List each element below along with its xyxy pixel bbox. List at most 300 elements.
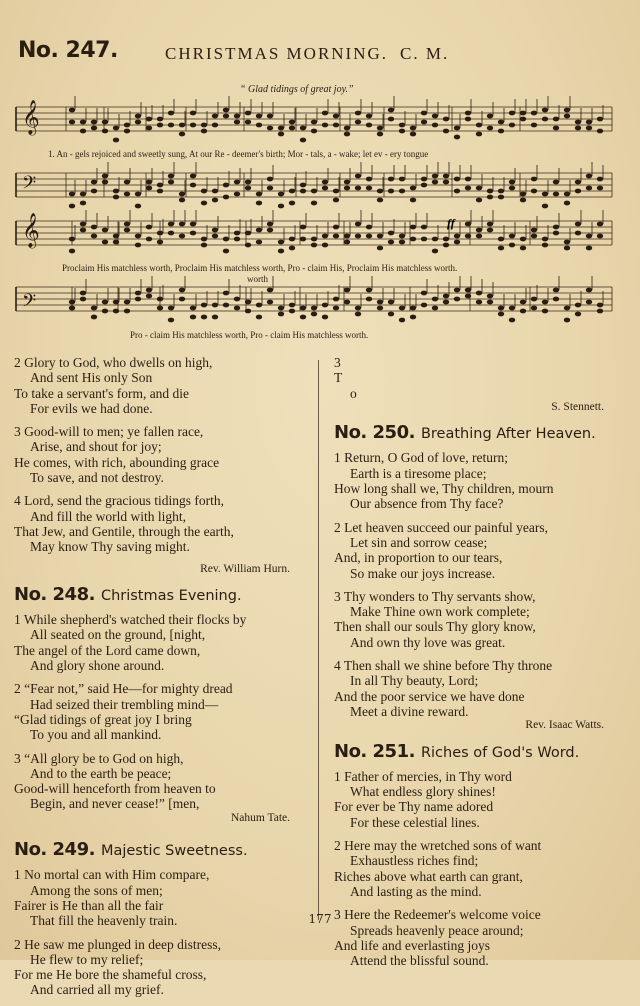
note-head [69,237,75,242]
verse-line: 1 No mortal can with Him compare, [14,867,210,883]
note-head [157,123,163,128]
verse-line: And, in proportion to our tears, [334,550,503,566]
note-head [267,114,273,119]
note-head [124,228,130,233]
note-head [333,306,339,311]
note-head [256,123,262,128]
note-head [146,126,152,131]
note-head [344,234,350,239]
note-head [520,198,526,203]
note-head [564,108,570,113]
note-head [366,186,372,191]
note-head [333,123,339,128]
note-head [102,180,108,185]
note-head [531,111,537,116]
note-head [476,186,482,191]
note-head [399,129,405,134]
note-head [443,129,449,134]
note-head [487,114,493,119]
note-head [146,288,152,293]
note-head [69,249,75,254]
note-head [553,297,559,302]
note-head [498,120,504,125]
hymn-250-author: Rev. Isaac Watts. [525,719,604,732]
note-head [146,225,152,230]
note-head [223,108,229,113]
note-head [454,189,460,194]
note-head [201,237,207,242]
note-head [190,306,196,311]
note-head [91,120,97,125]
note-head [113,300,119,305]
note-head [278,249,284,254]
verse-line: 4 Then shall we shine before Thy throne [334,658,553,674]
note-head [289,246,295,251]
note-head [245,243,251,248]
note-head [278,204,284,209]
note-head [410,306,416,311]
hymn-250-heading [334,422,618,444]
note-head [377,126,383,131]
note-head [399,177,405,182]
note-head [234,231,240,236]
note-head [509,180,515,185]
stanza [14,751,304,812]
note-head [586,246,592,251]
note-head [135,234,141,239]
note-head [377,132,383,137]
note-head [190,222,196,227]
music-score [0,95,640,355]
note-head [190,111,196,116]
verse-line: All seated on the ground, [night, [30,627,206,643]
note-head [124,129,130,134]
note-head [487,222,493,227]
note-head [344,288,350,293]
hymn-251-stanzas [334,769,618,969]
note-head [454,234,460,239]
stanza [14,355,304,416]
note-head [465,222,471,227]
note-head [102,228,108,233]
note-head [355,111,361,116]
verse-line: And life and everlasting joys [334,937,490,953]
hymn-251-title: Riches of God's Word. [420,744,580,761]
note-head [366,297,372,302]
note-head [564,114,570,119]
note-head [245,186,251,191]
note-head [201,123,207,128]
note-head [311,120,317,125]
note-head [300,183,306,188]
note-head [443,174,449,179]
note-head [520,111,526,116]
note-head [135,120,141,125]
stanza [14,612,304,673]
note-head [267,222,273,227]
note-head [157,117,163,122]
note-head [69,300,75,305]
note-head [476,300,482,305]
verse-line: Let sin and sorrow cease; [350,534,488,550]
dynamic-marking: ff [447,216,455,230]
note-head [168,318,174,323]
hymn-250-number: No. 250. [334,422,415,444]
note-head [157,189,163,194]
hymn-249-stanzas [14,867,304,997]
hymn-meter: C. M. [400,44,450,63]
note-head [201,243,207,248]
bass-clef-icon-2: 𝄢 [22,291,37,316]
note-head [278,240,284,245]
note-head [377,198,383,203]
note-head [179,123,185,128]
verse-line: 4 Lord, send the gracious tidings forth, [14,493,224,509]
note-head [509,306,515,311]
note-head [300,237,306,242]
verse-line: 1 Father of mercies, in Thy word [334,768,512,784]
worth-tie-lyric: worth [247,274,268,284]
note-head [212,303,218,308]
verse-line: And the poor service we have done [334,688,525,704]
note-head [245,111,251,116]
hymn-249-heading [14,839,304,861]
note-head [179,234,185,239]
hymn-248-title: Christmas Evening. [100,587,242,604]
note-head [179,288,185,293]
note-head [69,204,75,209]
note-head [586,174,592,179]
note-head [564,318,570,323]
note-head [124,309,130,314]
hymn-248-stanzas [14,612,304,812]
stanza [334,769,618,830]
note-head [597,222,603,227]
note-head [256,192,262,197]
note-head [157,297,163,302]
note-head [245,180,251,185]
note-head [366,123,372,128]
staff-lines [16,107,612,311]
note-head [575,303,581,308]
note-head [344,126,350,131]
note-head [245,231,251,236]
verse-line: For me He bore the shameful cross, [14,967,207,983]
note-head [201,201,207,206]
note-head [333,297,339,302]
note-head [366,234,372,239]
note-head [223,291,229,296]
note-head [278,192,284,197]
note-head [487,126,493,131]
verse-line: T [334,370,343,386]
verse-line: That fill the heavenly train. [30,913,178,929]
note-head [564,246,570,251]
note-head [179,198,185,203]
note-head [542,192,548,197]
note-head [135,291,141,296]
verse-line: And glory shone around. [30,658,165,674]
note-head [300,138,306,143]
note-head [267,228,273,233]
verse-line: How long shall we, Thy children, mourn [334,481,554,497]
verse-line: And sent His only Son [30,370,153,386]
note-head [531,177,537,182]
note-head [135,114,141,119]
note-head [421,111,427,116]
note-head [553,231,559,236]
note-head [201,129,207,134]
note-head [212,114,218,119]
note-head [388,300,394,305]
note-head [80,129,86,134]
verse-line: Good-will henceforth from heaven to [14,781,216,797]
verse-line: Among the sons of men; [30,882,163,898]
note-head [443,243,449,248]
column-divider [318,360,319,920]
note-head [465,117,471,122]
note-head [498,189,504,194]
verse-line: And own thy love was great. [350,634,506,650]
note-head [190,315,196,320]
note-head [454,135,460,140]
note-head [487,228,493,233]
note-head [531,189,537,194]
note-head [91,180,97,185]
note-head [465,234,471,239]
note-head [454,240,460,245]
note-head [377,234,383,239]
note-head [399,240,405,245]
note-head [520,309,526,314]
note-head [487,300,493,305]
hymn-248-number: No. 248. [14,583,95,605]
note-head [586,300,592,305]
verse-line: Attend the blissful sound. [350,953,489,969]
note-head [410,237,416,242]
note-head [586,186,592,191]
hymn-248-author: Nahum Tate. [230,811,290,824]
note-head [300,315,306,320]
note-head [135,297,141,302]
verse-line: That Jew, and Gentile, through the earth, [14,523,234,539]
note-head [597,129,603,134]
note-head [311,201,317,206]
right-column [334,355,618,976]
note-head [102,309,108,314]
hymn-title [165,44,449,64]
note-head [168,123,174,128]
stanza [334,589,618,650]
note-head [311,243,317,248]
stanza [334,450,618,511]
note-head [553,126,559,131]
note-head [498,306,504,311]
note-head [355,186,361,191]
note-head [80,222,86,227]
note-head [443,300,449,305]
note-head [322,243,328,248]
note-head [333,189,339,194]
note-head [355,234,361,239]
verse-line: He comes, with rich, abounding grace [14,454,220,470]
note-head [355,222,361,227]
note-head [388,312,394,317]
refrain-treble-lyric: Proclaim His matchless worth, Proclaim His matchless worth, Pro - claim His, Proclaim His matchless worth. [62,263,458,273]
verse-line: 2 “Fear not,” said He—for mighty dread [14,681,233,697]
note-head [179,132,185,137]
note-head [256,240,262,245]
hymn-249-cont-stanza [334,355,618,401]
note-head [564,192,570,197]
note-head [223,237,229,242]
note-head [597,186,603,191]
verse-line: Spreads heavenly peace around; [350,922,524,938]
note-head [432,249,438,254]
note-head [157,240,163,245]
note-head [443,180,449,185]
note-head [212,228,218,233]
note-head [410,315,416,320]
note-head [553,225,559,230]
hymn-251-number: No. 251. [334,740,415,762]
verse-line: What endless glory shines! [350,784,496,800]
note-head [289,120,295,125]
note-head [399,189,405,194]
verse-line: To save, and not destroy. [30,470,164,486]
note-head [311,306,317,311]
note-head [509,186,515,191]
verse-line: Had seized their trembling mind— [30,696,219,712]
verse-line: 3 Thy wonders to Thy servants show, [334,588,536,604]
stanza [334,838,618,899]
note-head [91,315,97,320]
note-head [498,237,504,242]
note-head [80,192,86,197]
note-head [432,237,438,242]
note-head [476,123,482,128]
note-head [575,231,581,236]
note-head [245,309,251,314]
note-head [575,120,581,125]
note-head [520,300,526,305]
note-head [553,192,559,197]
left-column [14,355,304,1006]
verse-line: Fairer is He than all the fair [14,897,164,913]
note-head [443,294,449,299]
note-head [278,126,284,131]
note-head [487,189,493,194]
stanza [334,355,618,401]
note-head [212,315,218,320]
note-head [432,123,438,128]
note-head [289,309,295,314]
note-head [102,240,108,245]
note-head [278,312,284,317]
note-head [531,228,537,233]
note-head [311,129,317,134]
note-head [322,303,328,308]
note-head [399,318,405,323]
note-head [432,114,438,119]
note-head [597,177,603,182]
note-head [498,312,504,317]
note-head [355,306,361,311]
verse-line: 1 Return, O God of love, return; [334,450,508,466]
refrain-bass-lyric: Pro - claim His matchless worth, Pro - claim His matchless worth. [130,330,369,340]
note-head [410,225,416,230]
note-head [124,222,130,227]
note-head [542,108,548,113]
note-head [300,126,306,131]
note-head [597,303,603,308]
note-head [124,180,130,185]
note-head [465,186,471,191]
note-head [509,243,515,248]
hymn-250-title: Breathing After Heaven. [420,426,596,443]
note-head [80,228,86,233]
note-head [146,294,152,299]
note-head [124,192,130,197]
note-head [91,189,97,194]
note-head [256,315,262,320]
note-head [234,180,240,185]
note-head [322,180,328,185]
note-head [289,303,295,308]
note-head [575,222,581,227]
note-head [69,120,75,125]
note-head [575,180,581,185]
note-head [355,120,361,125]
note-head [410,186,416,191]
verse-line: 2 He saw me plunged in deep distress, [14,936,221,952]
note-head [91,234,97,239]
note-head [245,300,251,305]
note-head [366,225,372,230]
stanza [14,424,304,485]
note-head [597,117,603,122]
note-head [432,306,438,311]
note-head [201,189,207,194]
note-head [113,126,119,131]
note-head [509,111,515,116]
note-head [399,123,405,128]
stanza [14,493,304,554]
note-head [69,108,75,113]
note-head [157,231,163,236]
note-head [586,126,592,131]
verse-line: 2 Glory to God, who dwells on high, [14,355,213,370]
note-head [564,201,570,206]
note-head [564,240,570,245]
note-head [289,237,295,242]
note-head [443,117,449,122]
note-head [575,126,581,131]
note-head [476,234,482,239]
note-head [454,126,460,131]
note-head [179,297,185,302]
note-head [476,132,482,137]
note-head [168,111,174,116]
note-head [542,237,548,242]
note-head [564,306,570,311]
epigraph: “ Glad tidings of great joy.” [240,84,354,95]
note-head [553,180,559,185]
note-head [267,126,273,131]
note-head [289,189,295,194]
verse-line: He flew to my relief; [30,951,144,967]
note-head [157,183,163,188]
